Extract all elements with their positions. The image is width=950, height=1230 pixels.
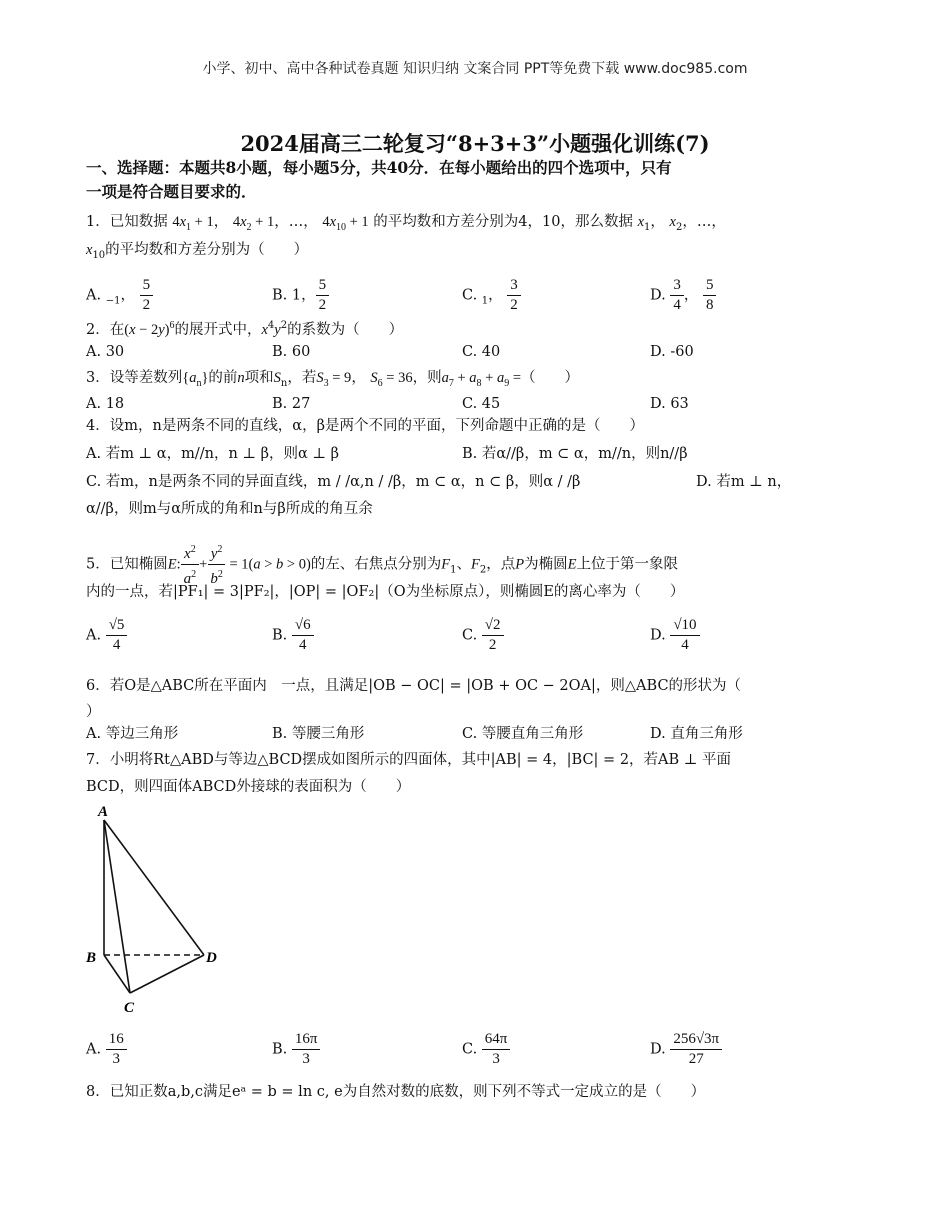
q6-option-c[interactable]: C. 等腰直角三角形	[462, 726, 584, 742]
q2-option-a[interactable]: A. 30	[86, 344, 125, 360]
q6-option-a[interactable]: A. 等边三角形	[86, 726, 179, 742]
page-title: 2024届高三二轮复习“8+3+3”小题强化训练(7)	[240, 131, 710, 156]
q4-option-d-cont: α//β，则m与α所成的角和n与β所成的角互余	[86, 501, 373, 517]
q1-option-d[interactable]: D. $\frac{3}{4}$ ， $\frac{5}{8}$	[650, 276, 716, 315]
q5-option-b[interactable]: B. $\frac{√6}{4}$	[272, 616, 314, 655]
q5-option-d[interactable]: D. $\frac{√10}{4}$	[650, 616, 700, 655]
q1-text-b: 的平均数和方差分别为4，10，那么数据	[373, 214, 633, 230]
vertex-label-b: B	[86, 950, 97, 966]
section-heading: 一、选择题：本题共8小题，每小题5分，共40分．在每小题给出的四个选项中，只有	[86, 158, 672, 177]
question-1: 1．已知数据 $4x_1 + 1$， $4x_2 + 1$，…， $4x_{10} + 1$ 的平均数和方差分别为4，10，那么数据 $x_1$， $x_2$，…，	[86, 214, 726, 233]
q3-option-b[interactable]: B. 27	[272, 396, 311, 412]
vertex-label-c: C	[124, 1000, 135, 1016]
edge-cd	[130, 955, 204, 993]
q7-option-b[interactable]: B. $\frac{16\pi}{3}$	[272, 1030, 320, 1069]
q6-option-b[interactable]: B. 等腰三角形	[272, 726, 365, 742]
question-6: 6．若O是△ABC所在平面内 一点，且满足|OB − OC| = |OB + OC − 2OA|，则△ABC的形状为（	[86, 678, 742, 694]
q1-text-a: 1．已知数据	[86, 214, 168, 230]
q3-option-c[interactable]: C. 45	[462, 396, 501, 412]
edge-bc	[104, 955, 130, 993]
q4-option-b[interactable]: B. 若α//β，m ⊂ α，m//n，则n//β	[462, 446, 688, 462]
q1-option-b[interactable]: B. 1， $\frac{5}{2}$	[272, 276, 329, 315]
q5-option-a[interactable]: A. $\frac{√5}{4}$	[86, 616, 127, 655]
q1-option-a[interactable]: A. $_{-1}$， $\frac{5}{2}$	[86, 276, 153, 315]
q1-text-c: 的平均数和方差分别为（ ）	[105, 242, 309, 258]
q4-option-d[interactable]: D. 若m ⊥ n，	[696, 474, 792, 490]
q6-option-d[interactable]: D. 直角三角形	[650, 726, 743, 742]
q3-option-a[interactable]: A. 18	[86, 396, 125, 412]
q2-option-c[interactable]: C. 40	[462, 344, 501, 360]
question-2: 2．在$(x - 2y)^6$的展开式中，$x^4y^2$的系数为（ ）	[86, 320, 404, 338]
section-heading-cont: 一项是符合题目要求的．	[86, 182, 257, 201]
q7-option-c[interactable]: C. $\frac{64\pi}{3}$	[462, 1030, 510, 1069]
question-5-cont: 内的一点，若|PF₁| = 3|PF₂|，|OP| = |OF₂|（O为坐标原点），则椭圆E的离心率为（ ）	[86, 584, 685, 600]
edge-ac	[104, 820, 130, 993]
question-4: 4．设m，n是两条不同的直线，α，β是两个不同的平面，下列命题中正确的是（ ）	[86, 418, 644, 434]
site-banner[interactable]: 小学、初中、高中各种试卷真题 知识归纳 文案合同 PPT等免费下载 www.doc985.com	[202, 61, 748, 77]
q7-option-d[interactable]: D. $\frac{256√3\pi}{27}$	[650, 1030, 722, 1069]
question-5: 5．已知椭圆E: $\frac{x^2}{a^2}$ + $\frac{y^2}{b^2}$ = 1(a > b > 0)的左、右焦点分别为$F_1$、$F_2$，点P为椭圆E上位于第一象限	[86, 540, 678, 589]
tetrahedron-figure	[80, 800, 240, 1020]
question-1-cont: $x_{10}$的平均数和方差分别为（ ）	[86, 242, 309, 261]
question-8: 8．已知正数a,b,c满足eᵃ = b = ln c, e为自然对数的底数，则下列不等式一定成立的是（ ）	[86, 1084, 706, 1100]
q2-option-d[interactable]: D. -60	[650, 344, 694, 360]
question-6-cont: ）	[86, 704, 101, 720]
q4-option-c[interactable]: C. 若m，n是两条不同的异面直线，m / /α,n / /β，m ⊂ α，n ⊂ β，则α / /β	[86, 474, 581, 490]
q1-option-c[interactable]: C. $_1$， $\frac{3}{2}$	[462, 276, 521, 315]
question-7-cont: BCD，则四面体ABCD外接球的表面积为（ ）	[86, 779, 411, 795]
edge-ad	[104, 820, 204, 955]
q5-option-c[interactable]: C. $\frac{√2}{2}$	[462, 616, 504, 655]
q4-option-a[interactable]: A. 若m ⊥ α，m//n，n ⊥ β，则α ⊥ β	[86, 446, 340, 462]
q7-option-a[interactable]: A. $\frac{16}{3}$	[86, 1030, 127, 1069]
q3-option-d[interactable]: D. 63	[650, 396, 689, 412]
q2-option-b[interactable]: B. 60	[272, 344, 311, 360]
question-3: 3．设等差数列$\{a_n\}$的前n项和$S_n$，若$S_3 = 9$， $S_6 = 36$，则$a_7 + a_8 + a_9$ =（ ）	[86, 370, 580, 389]
question-7: 7．小明将Rt△ABD与等边△BCD摆成如图所示的四面体，其中|AB| = 4，|BC| = 2，若AB ⊥ 平面	[86, 752, 732, 768]
vertex-label-a: A	[98, 804, 109, 820]
vertex-label-d: D	[206, 950, 217, 966]
